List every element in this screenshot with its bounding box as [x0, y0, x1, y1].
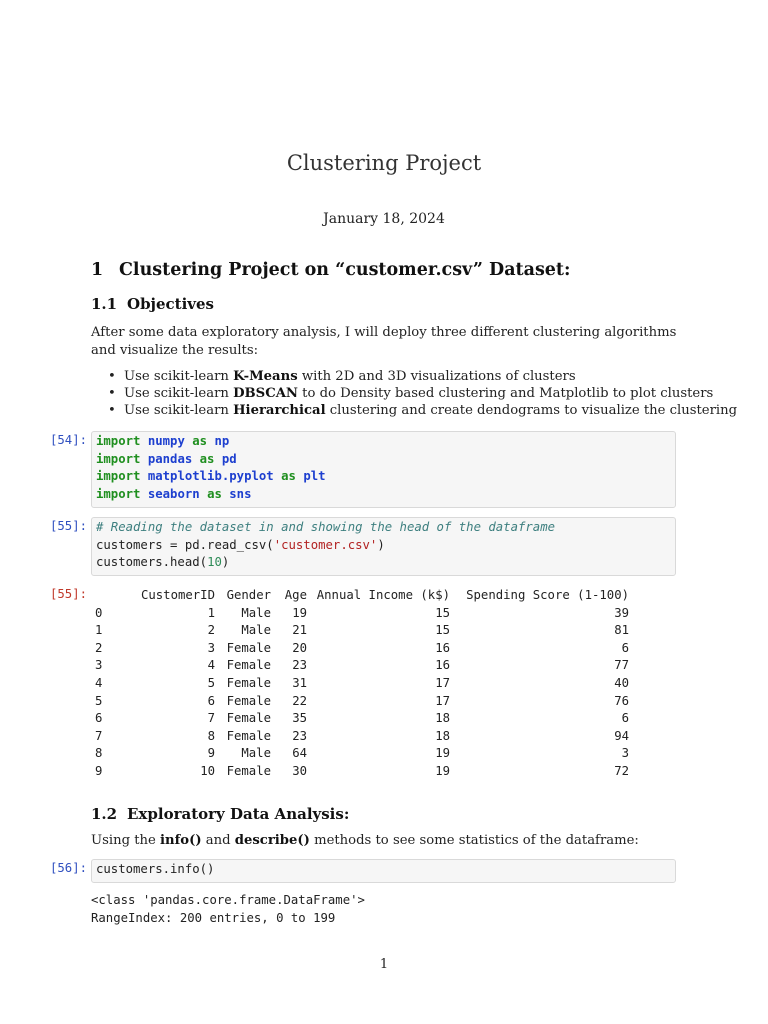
table-cell: 15 — [435, 605, 450, 620]
list-item: • Use scikit-learn DBSCAN to do Density based clustering and Matplotlib to plot clusters — [106, 385, 737, 402]
table-cell: Female — [226, 728, 271, 743]
row-index: 7 — [95, 728, 103, 743]
info-output: <class 'pandas.core.frame.DataFrame'> RangeIndex: 200 entries, 0 to 199 — [91, 893, 365, 925]
cell-prompt-54: [54]: — [50, 433, 88, 447]
table-cell: 3 — [621, 746, 629, 761]
row-index: 4 — [95, 675, 103, 690]
table-cell: 3 — [207, 640, 215, 655]
table-cell: 19 — [292, 605, 307, 620]
table-cell: 10 — [200, 763, 215, 778]
section-title: Clustering Project on “customer.csv” Dataset: — [119, 260, 571, 280]
row-index: 0 — [95, 605, 103, 620]
code-cell-imports[interactable]: import numpy as np import pandas as pd import matplotlib.pyplot as plt import seaborn as sns — [91, 431, 676, 508]
objectives-paragraph: After some data exploratory analysis, I will deploy three different clustering algorithms and visualize the results: — [91, 325, 677, 358]
table-cell: 23 — [292, 728, 307, 743]
table-cell: 77 — [614, 658, 629, 673]
table-cell: 16 — [435, 658, 450, 673]
table-cell: 21 — [292, 623, 307, 638]
table-cell: 17 — [435, 675, 450, 690]
objectives-list — [106, 368, 737, 420]
code-cell-read-csv[interactable]: # Reading the dataset in and showing the head of the dataframe customers = pd.read_csv('customer.csv') customers.head(10) — [91, 517, 676, 576]
table-cell: 76 — [614, 693, 629, 708]
table-cell: 31 — [292, 675, 307, 690]
table-cell: 35 — [292, 711, 307, 726]
table-cell: 72 — [614, 763, 629, 778]
list-item: • Use scikit-learn Hierarchical clustering and create dendograms to visualize the clustering — [106, 402, 737, 419]
table-cell: Female — [226, 693, 271, 708]
table-row — [95, 622, 629, 640]
table-cell: Male — [241, 746, 271, 761]
section-number: 1.1 — [91, 295, 118, 313]
table-cell: 30 — [292, 763, 307, 778]
table-cell: 18 — [435, 711, 450, 726]
table-cell: 39 — [614, 605, 629, 620]
table-cell: 7 — [207, 711, 215, 726]
row-index: 5 — [95, 693, 103, 708]
row-index: 8 — [95, 746, 103, 761]
row-index: 6 — [95, 711, 103, 726]
section-1-heading — [91, 260, 570, 280]
table-cell: 9 — [207, 746, 215, 761]
table-cell: 8 — [207, 728, 215, 743]
table-cell: 19 — [435, 763, 450, 778]
table-cell: 23 — [292, 658, 307, 673]
list-item: • Use scikit-learn K-Means with 2D and 3D visualizations of clusters — [106, 368, 737, 385]
table-cell: Female — [226, 658, 271, 673]
table-row — [95, 728, 629, 746]
table-cell: 15 — [435, 623, 450, 638]
table-cell: 4 — [207, 658, 215, 673]
table-cell: 16 — [435, 640, 450, 655]
table-cell: 81 — [614, 623, 629, 638]
section-number: 1 — [91, 260, 104, 280]
row-index: 1 — [95, 623, 103, 638]
cell-prompt-55: [55]: — [50, 519, 88, 533]
table-cell: Female — [226, 711, 271, 726]
table-header-row: CustomerID Gender Age Annual Income (k$) Spending Score (1-100) — [140, 588, 629, 602]
table-cell: 64 — [292, 746, 307, 761]
table-row — [95, 710, 629, 728]
document-date: January 18, 2024 — [323, 211, 445, 227]
table-cell: 17 — [435, 693, 450, 708]
table-cell: 22 — [292, 693, 307, 708]
output-prompt-55: [55]: — [50, 587, 88, 601]
table-cell: 94 — [614, 728, 629, 743]
table-cell: 5 — [207, 675, 215, 690]
table-row — [95, 763, 629, 781]
table-cell: Male — [241, 605, 271, 620]
table-row — [95, 657, 629, 675]
table-row — [95, 640, 629, 658]
table-cell: 18 — [435, 728, 450, 743]
table-row — [95, 675, 629, 693]
table-cell: 20 — [292, 640, 307, 655]
table-cell: Male — [241, 623, 271, 638]
table-cell: Female — [226, 640, 271, 655]
eda-paragraph: Using the info() and describe() methods to see some statistics of the dataframe: — [91, 833, 639, 848]
code-cell-info[interactable]: customers.info() — [91, 859, 676, 883]
table-cell: Female — [226, 675, 271, 690]
section-title: Exploratory Data Analysis: — [127, 805, 350, 823]
table-cell: Female — [226, 763, 271, 778]
section-number: 1.2 — [91, 805, 118, 823]
page-number: 1 — [379, 957, 389, 972]
table-cell: 2 — [207, 623, 215, 638]
table-row — [95, 693, 629, 711]
section-1-2-heading — [91, 805, 349, 823]
table-row — [95, 605, 629, 623]
table-cell: 6 — [621, 711, 629, 726]
dataframe-table — [95, 587, 629, 781]
dataframe-output — [95, 587, 629, 781]
table-cell: 1 — [207, 605, 215, 620]
section-title: Objectives — [127, 295, 214, 313]
table-cell: 19 — [435, 746, 450, 761]
document-title: Clustering Project — [286, 151, 482, 175]
table-cell: 6 — [207, 693, 215, 708]
row-index: 9 — [95, 763, 103, 778]
section-1-1-heading — [91, 295, 214, 313]
table-row — [95, 745, 629, 763]
table-cell: 6 — [621, 640, 629, 655]
row-index: 3 — [95, 658, 103, 673]
table-cell: 40 — [614, 675, 629, 690]
cell-prompt-56: [56]: — [50, 861, 88, 875]
row-index: 2 — [95, 640, 103, 655]
